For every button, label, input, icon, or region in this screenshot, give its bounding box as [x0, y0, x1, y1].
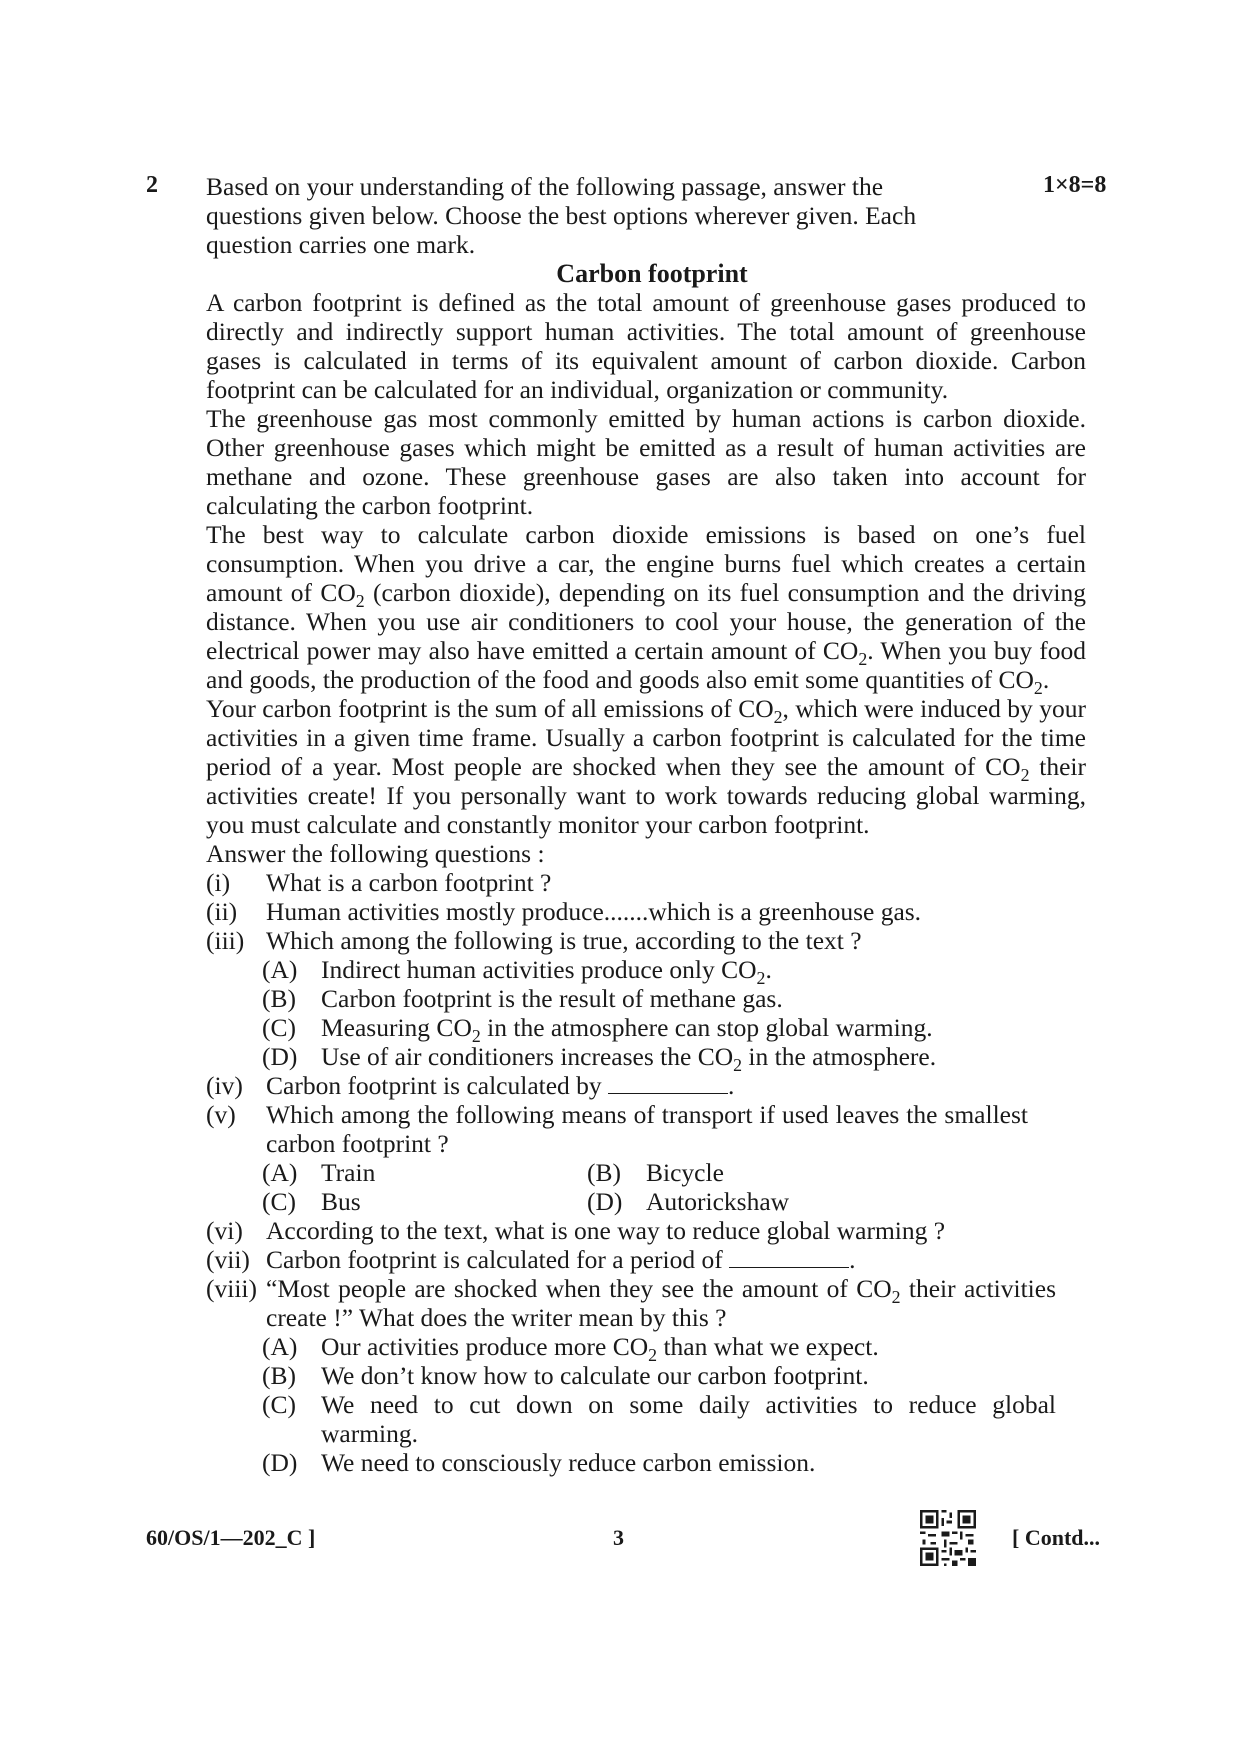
option-letter: (D)	[262, 1042, 298, 1071]
p3-part-a: The best way to calculate carbon dioxide emissions is based on one’s fuel consumption. When you drive a car, the engine burns fuel which creates a certain amount of CO	[206, 520, 1086, 607]
question-5-number: (v)	[206, 1100, 236, 1129]
question-3	[206, 926, 1086, 955]
question-8-option-b	[206, 1361, 1086, 1390]
question-3-option-c	[206, 1013, 1086, 1046]
question-2-text: Human activities mostly produce.......which is a greenhouse gas.	[266, 897, 922, 926]
answer-blank	[729, 1247, 849, 1268]
question-7	[206, 1245, 1086, 1274]
instruction: Based on your understanding of the following passage, answer the questions given below. Choose the best options wherever given. Each question carries one mark.	[206, 172, 917, 259]
question-6-number: (vi)	[206, 1216, 243, 1245]
question-5-option-c: (C) Bus	[262, 1187, 361, 1216]
passage-paragraph-1: A carbon footprint is defined as the total amount of greenhouse gases produced to directly and indirectly support human activities. The total amount of greenhouse gases is calculated in terms of its equivalent amount of carbon dioxide. Carbon footprint can be calculated for an individual, organization or community.	[206, 288, 1086, 404]
question-5-text: Which among the following means of transport if used leaves the smallest carbon footprint ?	[266, 1100, 1028, 1158]
option-letter: (D)	[262, 1448, 298, 1477]
question-1	[206, 868, 1086, 897]
p3-part-d: .	[1042, 665, 1050, 694]
option-text: We don’t know how to calculate our carbon footprint.	[321, 1361, 869, 1390]
question-7-number: (vii)	[206, 1245, 250, 1274]
marks-allocation: 1×8=8	[1043, 172, 1107, 198]
option-letter: (A)	[262, 1332, 298, 1361]
p4-part-a: Your carbon footprint is the sum of all emissions of CO	[206, 694, 774, 723]
question-7-text: Carbon footprint is calculated for a period of .	[266, 1245, 856, 1274]
passage-paragraph-3	[206, 520, 1086, 698]
question-3-option-a	[206, 955, 1086, 988]
question-3-number: (iii)	[206, 926, 245, 955]
p4-part-b: , which were induced by your activities in a given time frame. Usually a carbon footprint is calculated for the time period of a year. Most people are shocked when they see the amount of CO	[206, 694, 1086, 781]
paper-code: 60/OS/1—202_C ]	[146, 1525, 316, 1550]
qr-code-icon	[920, 1510, 976, 1566]
question-3-option-d	[206, 1042, 1086, 1075]
question-content	[206, 172, 1086, 1477]
option-text: We need to cut down on some daily activities to reduce global warming.	[321, 1390, 1056, 1448]
passage-paragraph-2: The greenhouse gas most commonly emitted by human actions is carbon dioxide. Other greenhouse gases which might be emitted as a result of human activities are methane and ozone. These greenhouse gases are also taken into account for calculating the carbon footprint.	[206, 404, 1086, 520]
option-letter: (C)	[262, 1390, 296, 1419]
question-4-text: Carbon footprint is calculated by .	[266, 1071, 735, 1100]
option-letter: (A)	[262, 955, 298, 984]
question-2-number: (ii)	[206, 897, 238, 926]
p4-part-c: their activities create! If you personally want to work towards reducing global warming, you must calculate and constantly monitor your carbon footprint.	[206, 752, 1086, 839]
question-5-option-b: (B) Bicycle	[587, 1158, 724, 1187]
question-list	[206, 868, 1086, 1477]
question-5-options	[206, 1158, 1086, 1216]
option-text: Indirect human activities produce only $CO_2$.	[321, 955, 772, 988]
co2-subscript: 2	[1033, 678, 1043, 698]
question-8-option-d	[206, 1448, 1086, 1477]
answer-prompt: Answer the following questions :	[206, 839, 545, 868]
p3-part-b: (carbon dioxide), depending on its fuel consumption and the driving distance. When you use air conditioners to cool your house, the generation of the electrical power may also have emitted a certain amount of CO	[206, 578, 1086, 665]
answer-blank	[608, 1073, 728, 1094]
option-letter: (B)	[262, 984, 296, 1013]
option-text: Measuring $CO_2$ in the atmosphere can stop global warming.	[321, 1013, 933, 1046]
question-8-option-c	[206, 1390, 1086, 1448]
question-4	[206, 1071, 1086, 1100]
option-text: We need to consciously reduce carbon emission.	[321, 1448, 816, 1477]
question-5	[206, 1100, 1086, 1158]
question-2	[206, 897, 1086, 926]
question-8-number: (viii)	[206, 1274, 257, 1303]
question-8	[206, 1274, 1086, 1332]
question-1-text: What is a carbon footprint ?	[266, 868, 552, 897]
question-5-option-d: (D) Autorickshaw	[587, 1187, 790, 1216]
option-text: Use of air conditioners increases the $CO_2$ in the atmosphere.	[321, 1042, 937, 1075]
question-8-text: “Most people are shocked when they see the amount of $CO_2$ their activities create !” What does the writer mean by this ?	[266, 1274, 1056, 1332]
continued-marker: [ Contd...	[1012, 1525, 1101, 1550]
question-6-text: According to the text, what is one way to reduce global warming ?	[266, 1216, 946, 1245]
passage-title: Carbon footprint	[556, 259, 748, 288]
passage-paragraph-4	[206, 694, 1086, 839]
question-8-option-a	[206, 1332, 1086, 1365]
question-5-option-a: (A) Train	[262, 1158, 376, 1187]
page-number: 3	[613, 1525, 624, 1550]
question-3-option-b	[206, 984, 1086, 1013]
question-6	[206, 1216, 1086, 1245]
option-text: Carbon footprint is the result of methane gas.	[321, 984, 783, 1013]
co2-subscript: 2	[773, 707, 783, 727]
option-text: Our activities produce more $CO_2$ than what we expect.	[321, 1332, 879, 1365]
option-letter: (B)	[262, 1361, 296, 1390]
co2-subscript: 2	[1020, 765, 1030, 785]
question-number: 2	[146, 172, 158, 198]
question-3-text: Which among the following is true, according to the text ?	[266, 926, 862, 955]
co2-subscript: 2	[858, 649, 868, 669]
option-letter: (C)	[262, 1013, 296, 1042]
co2-subscript: 2	[355, 591, 365, 611]
p3-part-c: . When you buy food and goods, the production of the food and goods also emit some quantities of CO	[206, 636, 1086, 694]
question-4-number: (iv)	[206, 1071, 243, 1100]
question-1-number: (i)	[206, 868, 231, 897]
